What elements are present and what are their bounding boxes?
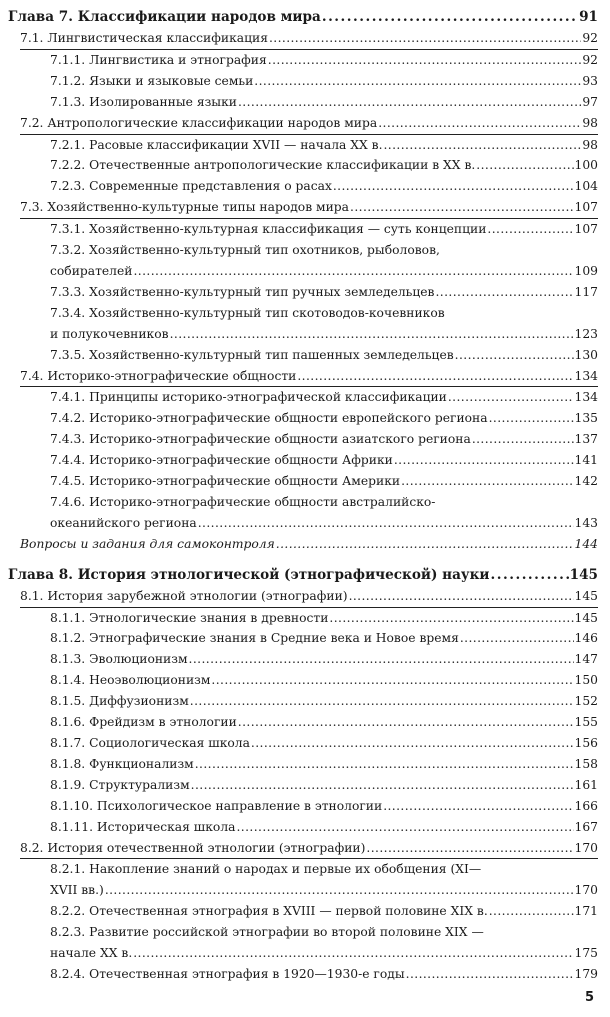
toc-subsection[interactable] (50, 408, 598, 429)
toc-subsection[interactable] (50, 775, 598, 796)
toc-page: 170 (574, 883, 598, 898)
toc-page: 107 (574, 222, 598, 237)
toc-subsection[interactable] (50, 712, 598, 733)
toc-title: 8.1.10. Психологическое направление в этнологии (50, 798, 383, 813)
toc-title: 7.1.3. Изолированные языки (50, 94, 237, 109)
toc-title: Вопросы и задания для самоконтроля (20, 536, 275, 551)
toc-title-cont: начале XX в. (50, 946, 133, 961)
toc-page: 109 (574, 263, 598, 278)
toc-subsection[interactable] (50, 282, 598, 303)
toc-subsection[interactable] (50, 429, 598, 450)
toc-page: 143 (574, 515, 598, 530)
toc-page: 161 (574, 777, 598, 792)
toc-page: 92 (582, 31, 598, 45)
toc-title: 8.1.1. Этнологические знания в древности (50, 610, 329, 625)
toc-subsection[interactable] (50, 492, 598, 534)
toc-page: 147 (574, 652, 598, 667)
toc-page: 146 (574, 631, 598, 646)
toc-subsection[interactable] (50, 135, 598, 156)
toc-section[interactable] (20, 366, 598, 388)
toc-page: 93 (582, 73, 598, 88)
toc-page: 179 (574, 966, 598, 981)
toc-page: 100 (574, 158, 598, 173)
toc-section[interactable] (20, 197, 598, 219)
toc-chapter-7[interactable] (8, 7, 598, 28)
toc-subsection[interactable] (50, 691, 598, 712)
toc-subsection[interactable] (50, 964, 598, 985)
toc-page: 167 (574, 819, 598, 834)
toc-subsection[interactable] (50, 155, 598, 176)
toc-subsection[interactable] (50, 303, 598, 345)
toc-title: 8.1.3. Эволюционизм (50, 652, 188, 667)
toc-subsection[interactable] (50, 71, 598, 92)
toc-subsection[interactable] (50, 796, 598, 817)
toc-title: 7.1.2. Языки и языковые семьи (50, 73, 254, 88)
toc-subsection[interactable] (50, 901, 598, 922)
toc-title: 8.1.9. Структурализм (50, 777, 190, 792)
toc-title: 8.2.4. Отечественная этнография в 1920—1930-е годы (50, 966, 405, 981)
toc-page: 123 (574, 326, 598, 341)
toc-title: 8.1.6. Фрейдизм в этнологии (50, 715, 237, 730)
toc-subsection[interactable] (50, 922, 598, 964)
toc-page: 155 (574, 715, 598, 730)
toc-section[interactable] (20, 28, 598, 50)
toc-page: 92 (582, 52, 598, 67)
toc-page: 144 (574, 536, 598, 551)
toc-page: 137 (574, 432, 598, 447)
toc-title: 7.4.2. Историко-этнографические общности европейского региона (50, 411, 488, 426)
toc-title: 8.2. История отечественной этнологии (этнографии) (20, 840, 366, 855)
toc-title: 8.1.5. Диффузионизм (50, 694, 189, 709)
toc-page: 104 (574, 179, 598, 194)
toc-page: 152 (574, 694, 598, 709)
toc-subsection[interactable] (50, 754, 598, 775)
toc-subsection[interactable] (50, 471, 598, 492)
toc-subsection[interactable] (50, 649, 598, 670)
toc-title: Глава 7. Классификации народов мира (8, 9, 321, 25)
toc-title: 7.3.1. Хозяйственно-культурная классификация — суть концепции (50, 222, 487, 237)
toc-page: 150 (574, 673, 598, 688)
toc-title: 8.1.4. Неоэволюционизм (50, 673, 211, 688)
table-of-contents (8, 7, 598, 985)
toc-title: 7.3. Хозяйственно-культурные типы народов мира (20, 200, 350, 215)
toc-title: 7.1. Лингвистическая классификация (20, 31, 268, 45)
toc-page: 170 (574, 840, 598, 855)
toc-page: 117 (574, 284, 598, 299)
toc-page: 98 (582, 115, 598, 130)
toc-title: 7.4.1. Принципы историко-этнографической классификации (50, 390, 447, 405)
toc-title: 7.4.6. Историко-этнографические общности австралийско- (50, 494, 436, 509)
toc-title-cont: собирателей (50, 263, 133, 278)
toc-subsection[interactable] (50, 50, 598, 71)
toc-title: 8.2.3. Развитие российской этнографии во второй половине XIX — (50, 925, 484, 940)
toc-chapter-8[interactable] (8, 565, 598, 586)
toc-page: 130 (574, 347, 598, 362)
toc-subsection[interactable] (50, 817, 598, 838)
toc-page: 171 (574, 904, 598, 919)
toc-page: 134 (574, 390, 598, 405)
toc-title: 7.3.4. Хозяйственно-культурный тип скотоводов-кочевников (50, 305, 445, 320)
toc-title: 8.1.8. Функционализм (50, 756, 194, 771)
toc-page: 141 (574, 453, 598, 468)
toc-title-cont: океанийского региона (50, 515, 197, 530)
toc-subsection[interactable] (50, 628, 598, 649)
toc-page: 142 (574, 474, 598, 489)
toc-title: 7.4. Историко-этнографические общности (20, 368, 297, 383)
toc-title: 8.2.1. Накопление знаний о народах и первые их обобщения (XI— (50, 862, 482, 877)
toc-page: 166 (574, 798, 598, 813)
toc-title: 7.4.4. Историко-этнографические общности Африки (50, 453, 393, 468)
toc-title: 8.1. История зарубежной этнологии (этнографии) (20, 588, 348, 603)
toc-page: 97 (582, 94, 598, 109)
toc-title: Глава 8. История этнологической (этнографической) науки (8, 566, 490, 583)
toc-page: 107 (574, 200, 598, 215)
toc-title: 8.2.2. Отечественная этнография в XVIII — первой половине XIX в. (50, 904, 488, 919)
toc-page: 145 (569, 566, 598, 583)
toc-title: 7.3.5. Хозяйственно-культурный тип пашенных земледельцев (50, 347, 454, 362)
toc-title: 7.2.1. Расовые классификации XVII — начала XX в. (50, 137, 383, 152)
toc-section[interactable] (20, 586, 598, 608)
toc-title-cont: и полукочевников (50, 326, 169, 341)
toc-subsection[interactable] (50, 387, 598, 408)
toc-page: 91 (579, 9, 598, 25)
toc-subsection[interactable] (50, 345, 598, 366)
toc-subsection[interactable] (50, 608, 598, 629)
toc-title: 7.2.3. Современные представления о расах (50, 179, 332, 194)
toc-page: 145 (574, 588, 598, 603)
toc-subsection[interactable] (50, 733, 598, 754)
toc-title: 7.2.2. Отечественные антропологические классификации в XX в. (50, 158, 476, 173)
toc-subsection[interactable] (50, 176, 598, 197)
toc-title: 7.4.5. Историко-этнографические общности Америки (50, 474, 401, 489)
toc-page: 158 (574, 756, 598, 771)
page-number: 5 (584, 990, 594, 1005)
toc-title: 7.2. Антропологические классификации народов мира (20, 115, 378, 130)
toc-title: 7.1.1. Лингвистика и этнография (50, 52, 267, 67)
toc-section[interactable] (20, 838, 598, 860)
toc-questions[interactable] (20, 534, 598, 555)
toc-subsection[interactable] (50, 240, 598, 282)
toc-subsection[interactable] (50, 859, 598, 901)
toc-title: 7.4.3. Историко-этнографические общности азиатского региона (50, 432, 471, 447)
toc-subsection[interactable] (50, 92, 598, 113)
toc-subsection[interactable] (50, 450, 598, 471)
toc-page: 156 (574, 736, 598, 750)
toc-title: 8.1.7. Социологическая школа (50, 736, 250, 750)
toc-page: 145 (574, 610, 598, 625)
toc-page: 175 (574, 946, 598, 961)
toc-page: 134 (574, 368, 598, 383)
toc-section[interactable] (20, 113, 598, 135)
toc-title: 7.3.3. Хозяйственно-культурный тип ручных земледельцев (50, 284, 435, 299)
toc-subsection[interactable] (50, 219, 598, 240)
toc-title-cont: XVII вв.) (50, 883, 104, 898)
toc-title: 8.1.2. Этнографические знания в Средние века и Новое время (50, 631, 459, 646)
toc-page: 98 (582, 137, 598, 152)
toc-subsection[interactable] (50, 670, 598, 691)
toc-title: 8.1.11. Историческая школа (50, 819, 236, 834)
toc-page: 135 (574, 411, 598, 426)
toc-title: 7.3.2. Хозяйственно-культурный тип охотников, рыболовов, (50, 243, 440, 258)
